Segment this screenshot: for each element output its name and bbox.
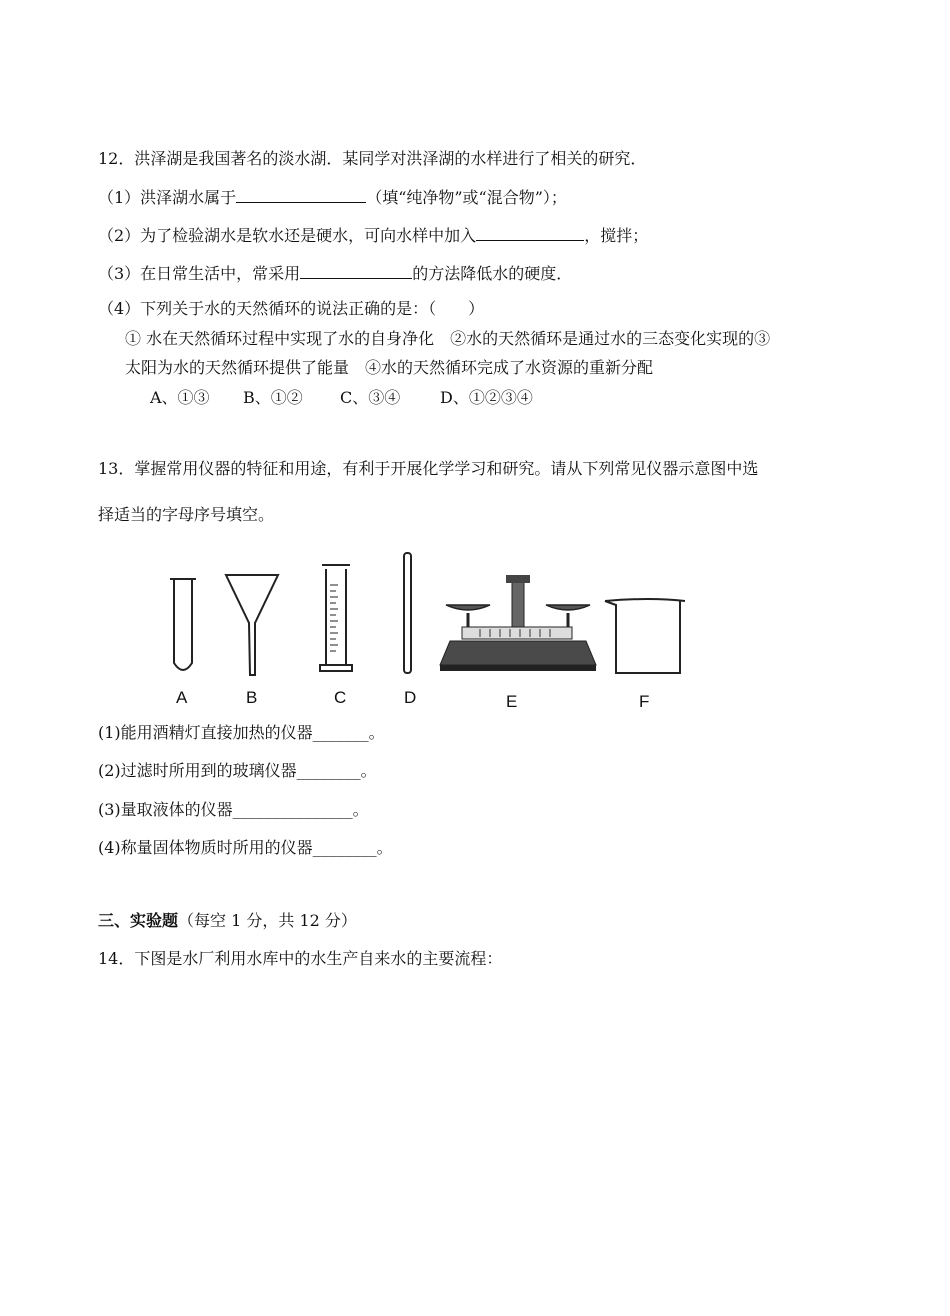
test-tube-icon [170,579,196,670]
figure-label-c: C [334,688,347,707]
q12-stem: 12．洪泽湖是我国著名的淡水湖．某同学对洪泽湖的水样进行了相关的研究． [98,149,647,168]
q12-part1: （1）洪泽湖水属于 （填“纯净物”或“混合物”）； [98,188,567,207]
answer-blank[interactable]: _______。 [312,723,385,742]
q12-part3: （3）在日常生活中，常采用 的方法降低水的硬度． [98,264,573,283]
q13-part4: (4)称量固体物质时所用的仪器________。 [98,838,393,857]
section-note: （每空 1 分，共 12 分） [178,911,357,930]
section-heading [98,910,357,932]
q12-statements-line1: ① 水在天然循环过程中实现了水的自身净化 ②水的天然循环是通过水的三态变化实现的③ [125,329,771,348]
section-title: 三、实验题 [98,911,179,930]
funnel-icon [226,575,278,675]
q13-part1: (1)能用酒精灯直接加热的仪器_______。 [98,723,385,742]
q12-part2: （2）为了检验湖水是软水还是硬水，可向水样中加入 ，搅拌； [98,226,649,245]
q12-option-a: A、①③ [150,388,210,407]
lab-apparatus-figure [150,545,690,685]
answer-blank[interactable] [300,262,412,279]
answer-blank[interactable]: ________。 [312,838,393,857]
graduated-cylinder-icon [320,565,352,671]
q12-statements-line2: 太阳为水的天然循环提供了能量 ④水的天然循环完成了水资源的重新分配 [125,358,654,377]
balance-scale-icon [440,575,596,671]
q12-part4: （4）下列关于水的天然循环的说法正确的是：（ ） [98,299,485,318]
answer-blank[interactable] [236,186,366,203]
q13-stem-line2: 择适当的字母序号填空。 [98,505,275,524]
q12-option-c: C、③④ [340,388,401,407]
glass-rod-icon [404,553,411,673]
answer-blank[interactable]: ________。 [296,761,377,780]
q12-option-b: B、①② [243,388,303,407]
figure-label-b: B [246,688,258,707]
q13-part3: (3)量取液体的仪器_______________。 [98,800,369,819]
figure-label-f: F [639,692,650,711]
figure-label-e: E [506,692,518,711]
q13-part2: (2)过滤时所用到的玻璃仪器________。 [98,761,377,780]
answer-blank[interactable]: _______________。 [232,800,369,819]
beaker-icon [605,599,685,673]
q12-option-d: D、①②③④ [440,388,533,407]
q14-stem: 14．下图是水厂利用水库中的水生产自来水的主要流程： [98,949,503,968]
figure-label-d: D [404,688,417,707]
figure-label-a: A [176,688,188,707]
answer-blank[interactable] [476,224,584,241]
q13-stem-line1: 13．掌握常用仪器的特征和用途，有利于开展化学学习和研究。请从下列常见仪器示意图中选 [98,459,759,478]
